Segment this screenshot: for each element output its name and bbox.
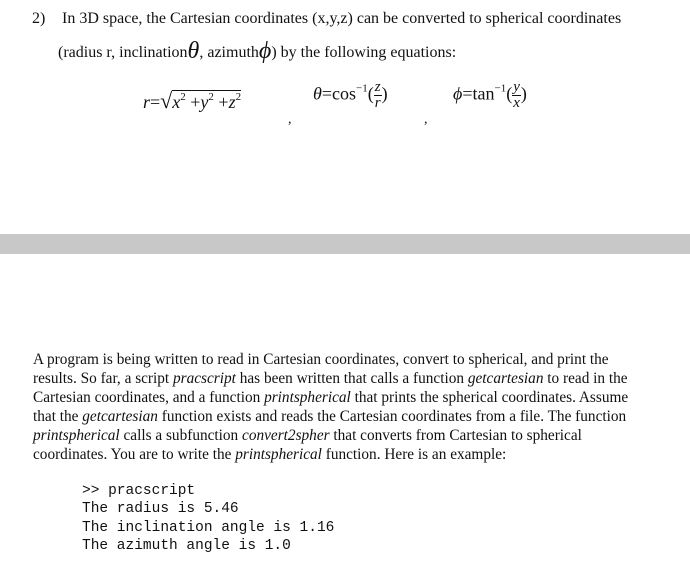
function-name: convert2spher: [242, 427, 330, 444]
function-name: printspherical: [33, 427, 120, 444]
problem-paragraph: [33, 350, 653, 464]
output-line: >> pracscript: [82, 483, 196, 499]
open-paren: (: [506, 83, 513, 104]
y-exponent: 2: [208, 91, 214, 103]
sqrt-radicand: [172, 90, 241, 112]
question-text-1: In 3D space, the Cartesian coordinates (x,y,z) can be converted to spherical coordinates: [62, 10, 622, 27]
plus-sign: +: [218, 92, 229, 112]
para-text: function. Here is an example:: [321, 446, 507, 463]
inclination-equation: [313, 80, 388, 111]
z-var: z: [228, 92, 236, 112]
output-line: The azimuth angle is 1.0: [82, 537, 291, 554]
equals-sign: =: [462, 83, 473, 104]
phi-lhs: ϕ: [453, 83, 463, 104]
inverse-exponent: −1: [356, 82, 368, 95]
phi-symbol: ϕ: [258, 38, 272, 64]
question-text-2a: (radius r, inclination: [58, 44, 188, 61]
question-line-1: [32, 10, 621, 28]
tan-function: tan: [472, 83, 495, 104]
equals-sign: =: [150, 92, 161, 112]
x-exponent: 2: [180, 91, 186, 103]
question-line-2: [58, 38, 457, 64]
para-text: that converts from Cartesian to spherical coordinates. You are to write the: [33, 427, 582, 463]
fraction-denominator: r: [374, 95, 381, 111]
question-text-2c: ) by the following equations:: [271, 44, 457, 61]
x-var: x: [172, 92, 181, 112]
function-name: getcartesian: [467, 370, 544, 387]
function-name: getcartesian: [82, 408, 158, 425]
para-text: function exists and reads the Cartesian coordinates from a file. The function: [157, 408, 627, 425]
fraction-numerator: z: [374, 79, 381, 95]
plus-sign: +: [190, 92, 201, 112]
para-text: calls a subfunction: [119, 427, 243, 444]
para-text: to read in the Cartesian coordinates, and a function: [33, 370, 628, 406]
comma-1: ,: [288, 112, 292, 127]
example-output: [82, 482, 334, 555]
sqrt-sign: √: [160, 88, 173, 113]
question-text-2b: , azimuth: [199, 44, 259, 61]
equals-sign: =: [321, 83, 332, 104]
script-name: pracscript: [173, 370, 236, 387]
y-over-x-fraction: [512, 80, 521, 111]
output-line: The inclination angle is 1.16: [82, 519, 335, 536]
para-text: has been written that calls a function: [235, 370, 468, 387]
inverse-exponent: −1: [494, 82, 507, 95]
close-paren: ): [381, 83, 388, 104]
open-paren: (: [367, 83, 374, 104]
cos-function: cos: [332, 83, 356, 104]
fraction-denominator: x: [513, 95, 520, 111]
z-over-r-fraction: [374, 80, 382, 111]
azimuth-equation: [453, 80, 527, 111]
question-number: 2): [32, 10, 46, 27]
comma-2: ,: [424, 112, 428, 127]
z-exponent: 2: [235, 91, 242, 103]
theta-symbol: θ: [187, 38, 200, 64]
para-text: that prints the spherical coordinates. Assume that the: [33, 389, 629, 425]
output-line: The radius is 5.46: [82, 501, 239, 518]
fraction-numerator: y: [513, 79, 520, 95]
page-separator: [0, 234, 690, 254]
close-paren: ): [520, 83, 527, 104]
function-name: printspherical: [264, 389, 351, 406]
para-text: A program is being written to read in Cartesian coordinates, convert to spherical, and print the results. So far, a script: [33, 351, 609, 387]
radius-equation: [143, 88, 241, 114]
r-lhs: r: [143, 92, 151, 112]
function-name: printspherical: [235, 446, 322, 463]
equations: [0, 74, 690, 130]
y-var: y: [200, 92, 209, 112]
theta-lhs: θ: [313, 83, 322, 104]
